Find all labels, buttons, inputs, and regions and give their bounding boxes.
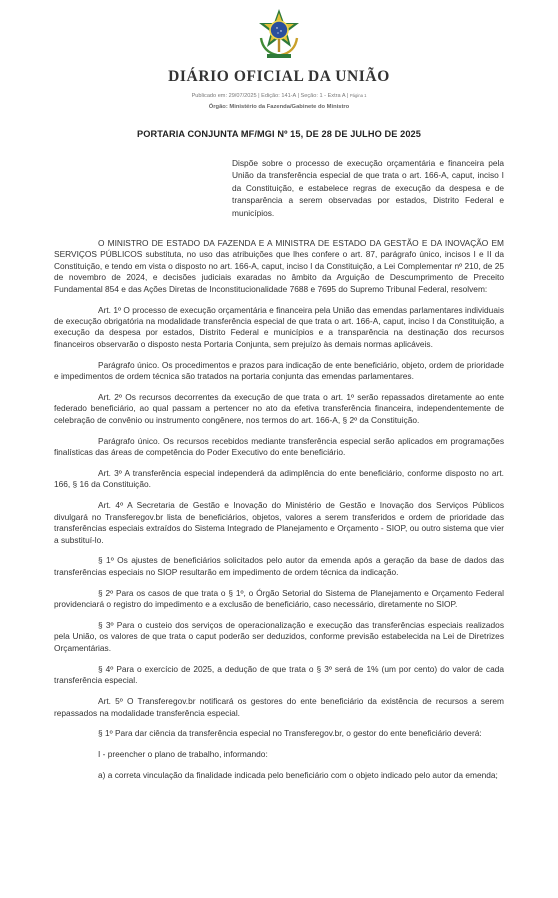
article-4-paragraph-1: § 1º Os ajustes de beneficiários solicitados pelo autor da emenda após a geração da base de dados das transferências especiais no SIOP resultarão em impedimento de ordem técnica da indicação. bbox=[54, 555, 504, 577]
issuing-organ: Órgão: Ministério da Fazenda/Gabinete do Ministro bbox=[208, 104, 350, 110]
page-label: Página 1 bbox=[349, 93, 367, 98]
article-2: Art. 2º Os recursos decorrentes da execução de que trata o art. 1º serão repassados diretamente ao ente federado beneficiário, ao qual passam a pertencer no ato da efetiva transferência financeira, independentemente de celebração de convênio ou instrumento congênere, nos termos do art. 166-A, § 2º da Constituição. bbox=[54, 391, 504, 425]
ementa: Dispõe sobre o processo de execução orçamentária e financeira pela União da transferência especial de que trata o art. 166-A, caput, inciso I da Constituição, e estabelece regras de execução da despesa e de transparência a serem observadas por estados, Distrito Federal e municípios. bbox=[232, 158, 504, 218]
preamble: O MINISTRO DE ESTADO DA FAZENDA E A MINISTRA DE ESTADO DA GESTÃO E DA INOVAÇÃO EM SERVIÇOS PÚBLICOS substituta, no uso das atribuições que lhes confere o art. 87, parágrafo único, incisos I e II da Constituição, e tendo em vista o disposto no art. 166-A, caput, inciso I da Constituição, a Lei Complementar nº 210, de 25 de novembro de 2024, e decisões judiciais exaradas no âmbito da Arguição de Descumprimento de Preceito Fundamental 854 e das Ações Diretas de Inconstitucionalidade 7688 e 7695 do Supremo Tribunal Federal, resolvem: bbox=[54, 238, 504, 294]
brasao-republica-icon bbox=[255, 8, 303, 60]
article-4-paragraph-2: § 2º Para os casos de que trata o § 1º, o Órgão Setorial do Sistema de Planejamento e Orçamento Federal providenciará o registro do impedimento e a exclusão de beneficiário, caso necessário, diretamente no SIOP. bbox=[54, 587, 504, 610]
article-5-item-a: a) a correta vinculação da finalidade indicada pelo beneficiário com o objeto indicado pelo autor da emenda; bbox=[98, 770, 498, 781]
article-4-paragraph-4: § 4º Para o exercício de 2025, a dedução de que trata o § 3º será de 1% (um por cento) do valor de cada transferência especial. bbox=[54, 663, 504, 686]
masthead-title: DIÁRIO OFICIAL DA UNIÃO bbox=[168, 68, 390, 85]
article-5-paragraph-1: § 1º Para dar ciência da transferência especial no Transferegov.br, o gestor do ente beneficiário deverá: bbox=[98, 728, 482, 739]
publication-info bbox=[0, 93, 558, 99]
article-5: Art. 5º O Transferegov.br notificará os gestores do ente beneficiário da existência de recursos a serem repassados na modalidade transferência especial. bbox=[54, 696, 504, 718]
article-4: Art. 4º A Secretaria de Gestão e Inovação do Ministério de Gestão e Inovação dos Serviços Públicos divulgará no Transferegov.br lista de beneficiários, objetos, valores a serem transferidos e ordem de prioridade das transferências especiais extraídos do Sistema Integrado de Planejamento e Orçamento - SIOP, ou outro sistema que vier a substituí-lo. bbox=[54, 500, 504, 545]
article-2-sole-paragraph: Parágrafo único. Os recursos recebidos mediante transferência especial serão aplicados em programações finalísticas das áreas de competência do Poder Executivo do ente beneficiário. bbox=[54, 435, 504, 458]
article-5-item-i: I - preencher o plano de trabalho, informando: bbox=[98, 749, 268, 760]
document-body bbox=[54, 238, 504, 791]
article-4-paragraph-3: § 3º Para o custeio dos serviços de operacionalização e execução das transferências especiais realizados pela União, os valores de que trata o caput poderão ser deduzidos, conforme previsão estabelecida na Lei de Diretrizes Orçamentárias. bbox=[54, 620, 504, 653]
article-1: Art. 1º O processo de execução orçamentária e financeira pela União das emendas parlamentares individuais de execução obrigatória na modalidade transferência especial de que trata o art. 166-A, caput, inciso I da Constituição, a execução da despesa por estados, Distrito Federal e municípios e a transparência na destinação dos recursos financeiros observarão o disposto nesta Portaria Conjunta, sem prejuízo às demais normas aplicáveis. bbox=[54, 304, 504, 349]
document-title: PORTARIA CONJUNTA MF/MGI Nº 15, DE 28 DE JULHO DE 2025 bbox=[137, 129, 421, 139]
article-1-sole-paragraph: Parágrafo único. Os procedimentos e prazos para indicação de ente beneficiário, objeto, ordem de prioridade e impedimentos de ordem técnica são tratados na portaria conjunta das emendas parlamentares. bbox=[54, 359, 504, 382]
publication-details: Publicado em: 29/07/2025 | Edição: 141-A | Seção: 1 - Extra A | bbox=[191, 93, 349, 99]
article-3: Art. 3º A transferência especial independerá da adimplência do ente beneficiário, conforme disposto no art. 166, § 16 da Constituição. bbox=[54, 468, 504, 490]
